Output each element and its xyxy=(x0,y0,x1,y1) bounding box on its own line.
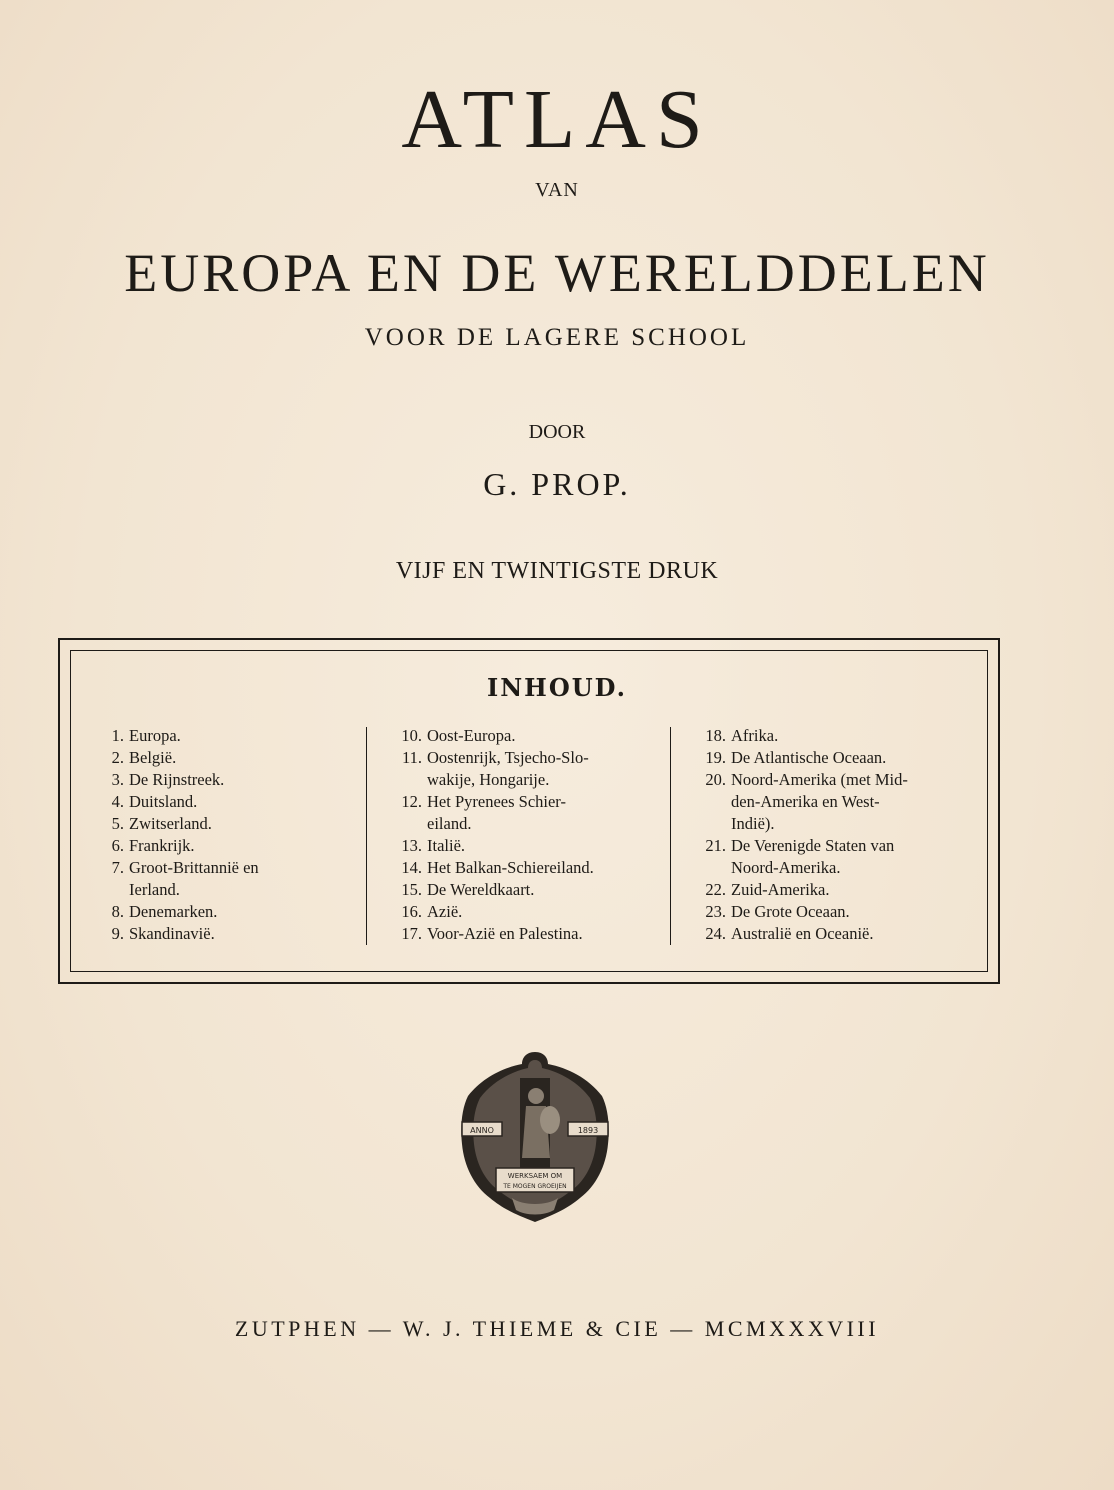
entry-title-continuation: wakije, Hongarije. xyxy=(427,770,550,789)
contents-entry xyxy=(386,879,651,901)
entry-title: Afrika. xyxy=(731,726,779,745)
contents-entry xyxy=(690,879,965,901)
contents-entry xyxy=(386,725,651,747)
entry-number: 3. xyxy=(111,770,124,789)
page-title: ATLAS xyxy=(401,73,713,166)
contents-column-2 xyxy=(386,725,651,945)
entry-title: De Verenigde Staten van xyxy=(731,836,895,855)
contents-entry xyxy=(690,901,965,923)
entry-number: 15. xyxy=(401,880,422,899)
contents-entry xyxy=(386,857,651,879)
entry-title: De Atlantische Oceaan. xyxy=(731,748,887,767)
entry-title: Skandinavië. xyxy=(129,924,215,943)
entry-number: 20. xyxy=(705,770,726,789)
entry-title: Denemarken. xyxy=(129,902,218,921)
entry-title: Frankrijk. xyxy=(129,836,195,855)
entry-title: Europa. xyxy=(129,726,181,745)
entry-number: 13. xyxy=(401,836,422,855)
entry-number: 24. xyxy=(705,924,726,943)
contents-entry xyxy=(88,725,358,747)
column-divider xyxy=(366,727,367,945)
entry-title: Oost-Europa. xyxy=(427,726,516,745)
entry-title: Zwitserland. xyxy=(129,814,212,833)
entry-title-continuation: Indië). xyxy=(731,814,775,833)
entry-number: 9. xyxy=(111,924,124,943)
entry-title-continuation: eiland. xyxy=(427,814,472,833)
entry-number: 6. xyxy=(111,836,124,855)
entry-number: 18. xyxy=(705,726,726,745)
edition-line: VIJF EN TWINTIGSTE DRUK xyxy=(395,558,719,584)
seal-year-text: 1893 xyxy=(577,1126,599,1135)
contents-entry xyxy=(88,923,358,945)
entry-number: 7. xyxy=(111,858,124,877)
entry-number: 19. xyxy=(705,748,726,767)
contents-entry xyxy=(386,835,651,857)
entry-title-continuation: Noord-Amerika. xyxy=(731,858,841,877)
entry-title: Groot-Brittannië en xyxy=(129,858,259,877)
entry-number: 10. xyxy=(401,726,422,745)
entry-number: 21. xyxy=(705,836,726,855)
entry-title: Italië. xyxy=(427,836,466,855)
entry-title: Azië. xyxy=(427,902,463,921)
entry-title: Zuid-Amerika. xyxy=(731,880,830,899)
author-name: G. PROP. xyxy=(483,466,631,502)
contents-entry xyxy=(88,747,358,769)
contents-entry xyxy=(690,835,965,857)
contents-column-3 xyxy=(690,725,965,945)
publisher-seal-emblem xyxy=(456,1048,614,1224)
title-connector: VAN xyxy=(535,179,579,201)
seal-anno-text: ANNO xyxy=(470,1126,494,1135)
entry-title: Duitsland. xyxy=(129,792,198,811)
entry-number: 23. xyxy=(705,902,726,921)
audience-line: VOOR DE LAGERE SCHOOL xyxy=(364,324,750,351)
entry-number: 2. xyxy=(111,748,124,767)
contents-entry xyxy=(88,769,358,791)
entry-title: Australië en Oceanië. xyxy=(731,924,874,943)
entry-number: 12. xyxy=(401,792,422,811)
contents-entry xyxy=(386,791,651,813)
entry-number: 5. xyxy=(111,814,124,833)
seal-motto-line-2: TE MOGEN GROEIJEN xyxy=(503,1183,567,1190)
entry-title: Het Balkan-Schiereiland. xyxy=(427,858,594,877)
column-divider xyxy=(670,727,671,945)
publisher-imprint: ZUTPHEN — W. J. THIEME & CIE — MCMXXXVIII xyxy=(234,1316,880,1341)
entry-title: De Rijnstreek. xyxy=(129,770,225,789)
contents-entry xyxy=(88,857,358,879)
page-subtitle: EUROPA EN DE WERELDDELEN xyxy=(124,243,990,303)
contents-entry xyxy=(88,835,358,857)
entry-title: Noord-Amerika (met Mid- xyxy=(731,770,908,789)
contents-entry xyxy=(386,923,651,945)
contents-column-1 xyxy=(88,725,358,945)
entry-title-continuation: den-Amerika en West- xyxy=(731,792,880,811)
entry-title: Oostenrijk, Tsjecho-Slo- xyxy=(427,748,589,767)
seal-motto-line-1: WERKSAEM OM xyxy=(507,1172,563,1180)
entry-number: 16. xyxy=(401,902,422,921)
entry-title: De Grote Oceaan. xyxy=(731,902,850,921)
contents-entry xyxy=(690,769,965,791)
entry-number: 22. xyxy=(705,880,726,899)
contents-entry xyxy=(88,813,358,835)
contents-entry xyxy=(386,747,651,769)
contents-entry xyxy=(690,747,965,769)
contents-heading: INHOUD. xyxy=(487,673,627,702)
entry-number: 11. xyxy=(401,748,422,767)
entry-title-continuation: Ierland. xyxy=(129,880,180,899)
entry-title: De Wereldkaart. xyxy=(427,880,535,899)
entry-title: Het Pyrenees Schier- xyxy=(427,792,566,811)
contents-entry xyxy=(690,725,965,747)
entry-title: België. xyxy=(129,748,177,767)
contents-entry xyxy=(386,901,651,923)
entry-number: 4. xyxy=(111,792,124,811)
contents-entry xyxy=(690,923,965,945)
contents-entry xyxy=(88,901,358,923)
by-line: DOOR xyxy=(528,421,586,443)
entry-number: 17. xyxy=(401,924,422,943)
entry-number: 8. xyxy=(111,902,124,921)
entry-number: 14. xyxy=(401,858,422,877)
entry-title: Voor-Azië en Palestina. xyxy=(427,924,583,943)
entry-number: 1. xyxy=(111,726,124,745)
contents-entry xyxy=(88,791,358,813)
